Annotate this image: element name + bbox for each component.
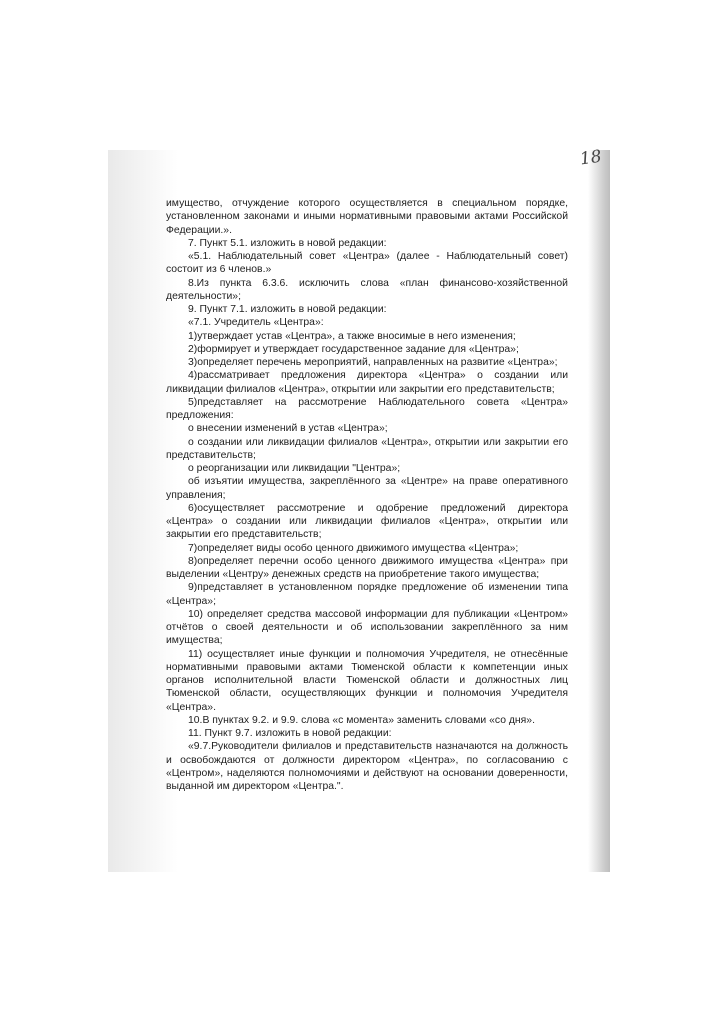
paragraph: 7. Пункт 5.1. изложить в новой редакции: (188, 237, 387, 249)
paragraph: о внесении изменений в устав «Центра»; (188, 423, 388, 435)
paragraph: 3)определяет перечень мероприятий, направленных на развитие «Центра»; (188, 357, 558, 368)
paragraph: 11. Пункт 9.7. изложить в новой редакции: (188, 728, 392, 739)
page-number: 18 (578, 146, 603, 170)
paragraph: «7.1. Учредитель «Центра»: (188, 317, 324, 329)
paragraph: 9)представляет в установленном порядке предложение об изменении типа «Центра»; (166, 582, 568, 607)
paragraph: о создании или ликвидации филиалов «Центра», открытии или закрытии его представительств; (166, 436, 568, 461)
paragraph: 4)рассматривает предложения директора «Центра» о создании или ликвидации филиалов «Центра», открытии или закрытии его представительств; (166, 370, 568, 395)
paragraph: «9.7.Руководители филиалов и представительств назначаются на должность и освобождаются от должности директором «Центра», по согласованию с «Центром», наделяются полномочиями и действуют на основании доверенности, выданной им директором «Центра.". (166, 741, 568, 792)
paragraph: «5.1. Наблюдательный совет «Центра» (далее - Наблюдательный совет) состоит из 6 членов.» (166, 251, 568, 276)
paragraph: 2)формирует и утверждает государственное задание для «Центра»; (188, 343, 519, 355)
paragraph: о реорганизации или ликвидации "Центра»; (188, 463, 401, 474)
paragraph: 6)осуществляет рассмотрение и одобрение предложений директора «Центра» о создании или ликвидации филиалов «Центра», открытии или закрытии его представительств; (166, 502, 568, 541)
paragraph: 10) определяет средства массовой информации для публикации «Центром» отчётов о своей деятельности и об использовании закреплённого за ним имущества; (166, 608, 568, 647)
paragraph: имущество, отчуждение которого осуществляется в специальном порядке, установленном законами и иными нормативными правовыми актами Российской Федерации.». (166, 198, 568, 236)
paragraph: 9. Пункт 7.1. изложить в новой редакции: (188, 304, 387, 315)
paragraph: 7)определяет виды особо ценного движимого имущества «Центра»; (188, 542, 519, 554)
paragraph: 10.В пунктах 9.2. и 9.9. слова «с момента» заменить словами «со дня». (188, 714, 535, 726)
paragraph: 5)представляет на рассмотрение Наблюдательного совета «Центра» предложения: (166, 396, 568, 421)
document-body (166, 197, 568, 793)
paragraph: 8)определяет перечни особо ценного движимого имущества «Центра» при выделении «Центру» денежных средств на приобретение такого имущества; (166, 555, 568, 580)
paragraph: 8.Из пункта 6.3.6. исключить слова «план финансово-хозяйственной деятельности»; (166, 277, 568, 302)
paragraph: 11) осуществляет иные функции и полномочия Учредителя, не отнесённые нормативными правовыми актами Тюменской области к компетенции иных органов исполнительной власти Тюменской области и должностных лиц Тюменской области, осуществляющих функции и полномочия Учредителя «Центра». (166, 648, 568, 713)
paragraph: 1)утверждает устав «Центра», а также вносимые в него изменения; (188, 330, 516, 342)
paragraph: об изъятии имущества, закреплённого за «Центре» на праве оперативного управления; (166, 476, 568, 501)
